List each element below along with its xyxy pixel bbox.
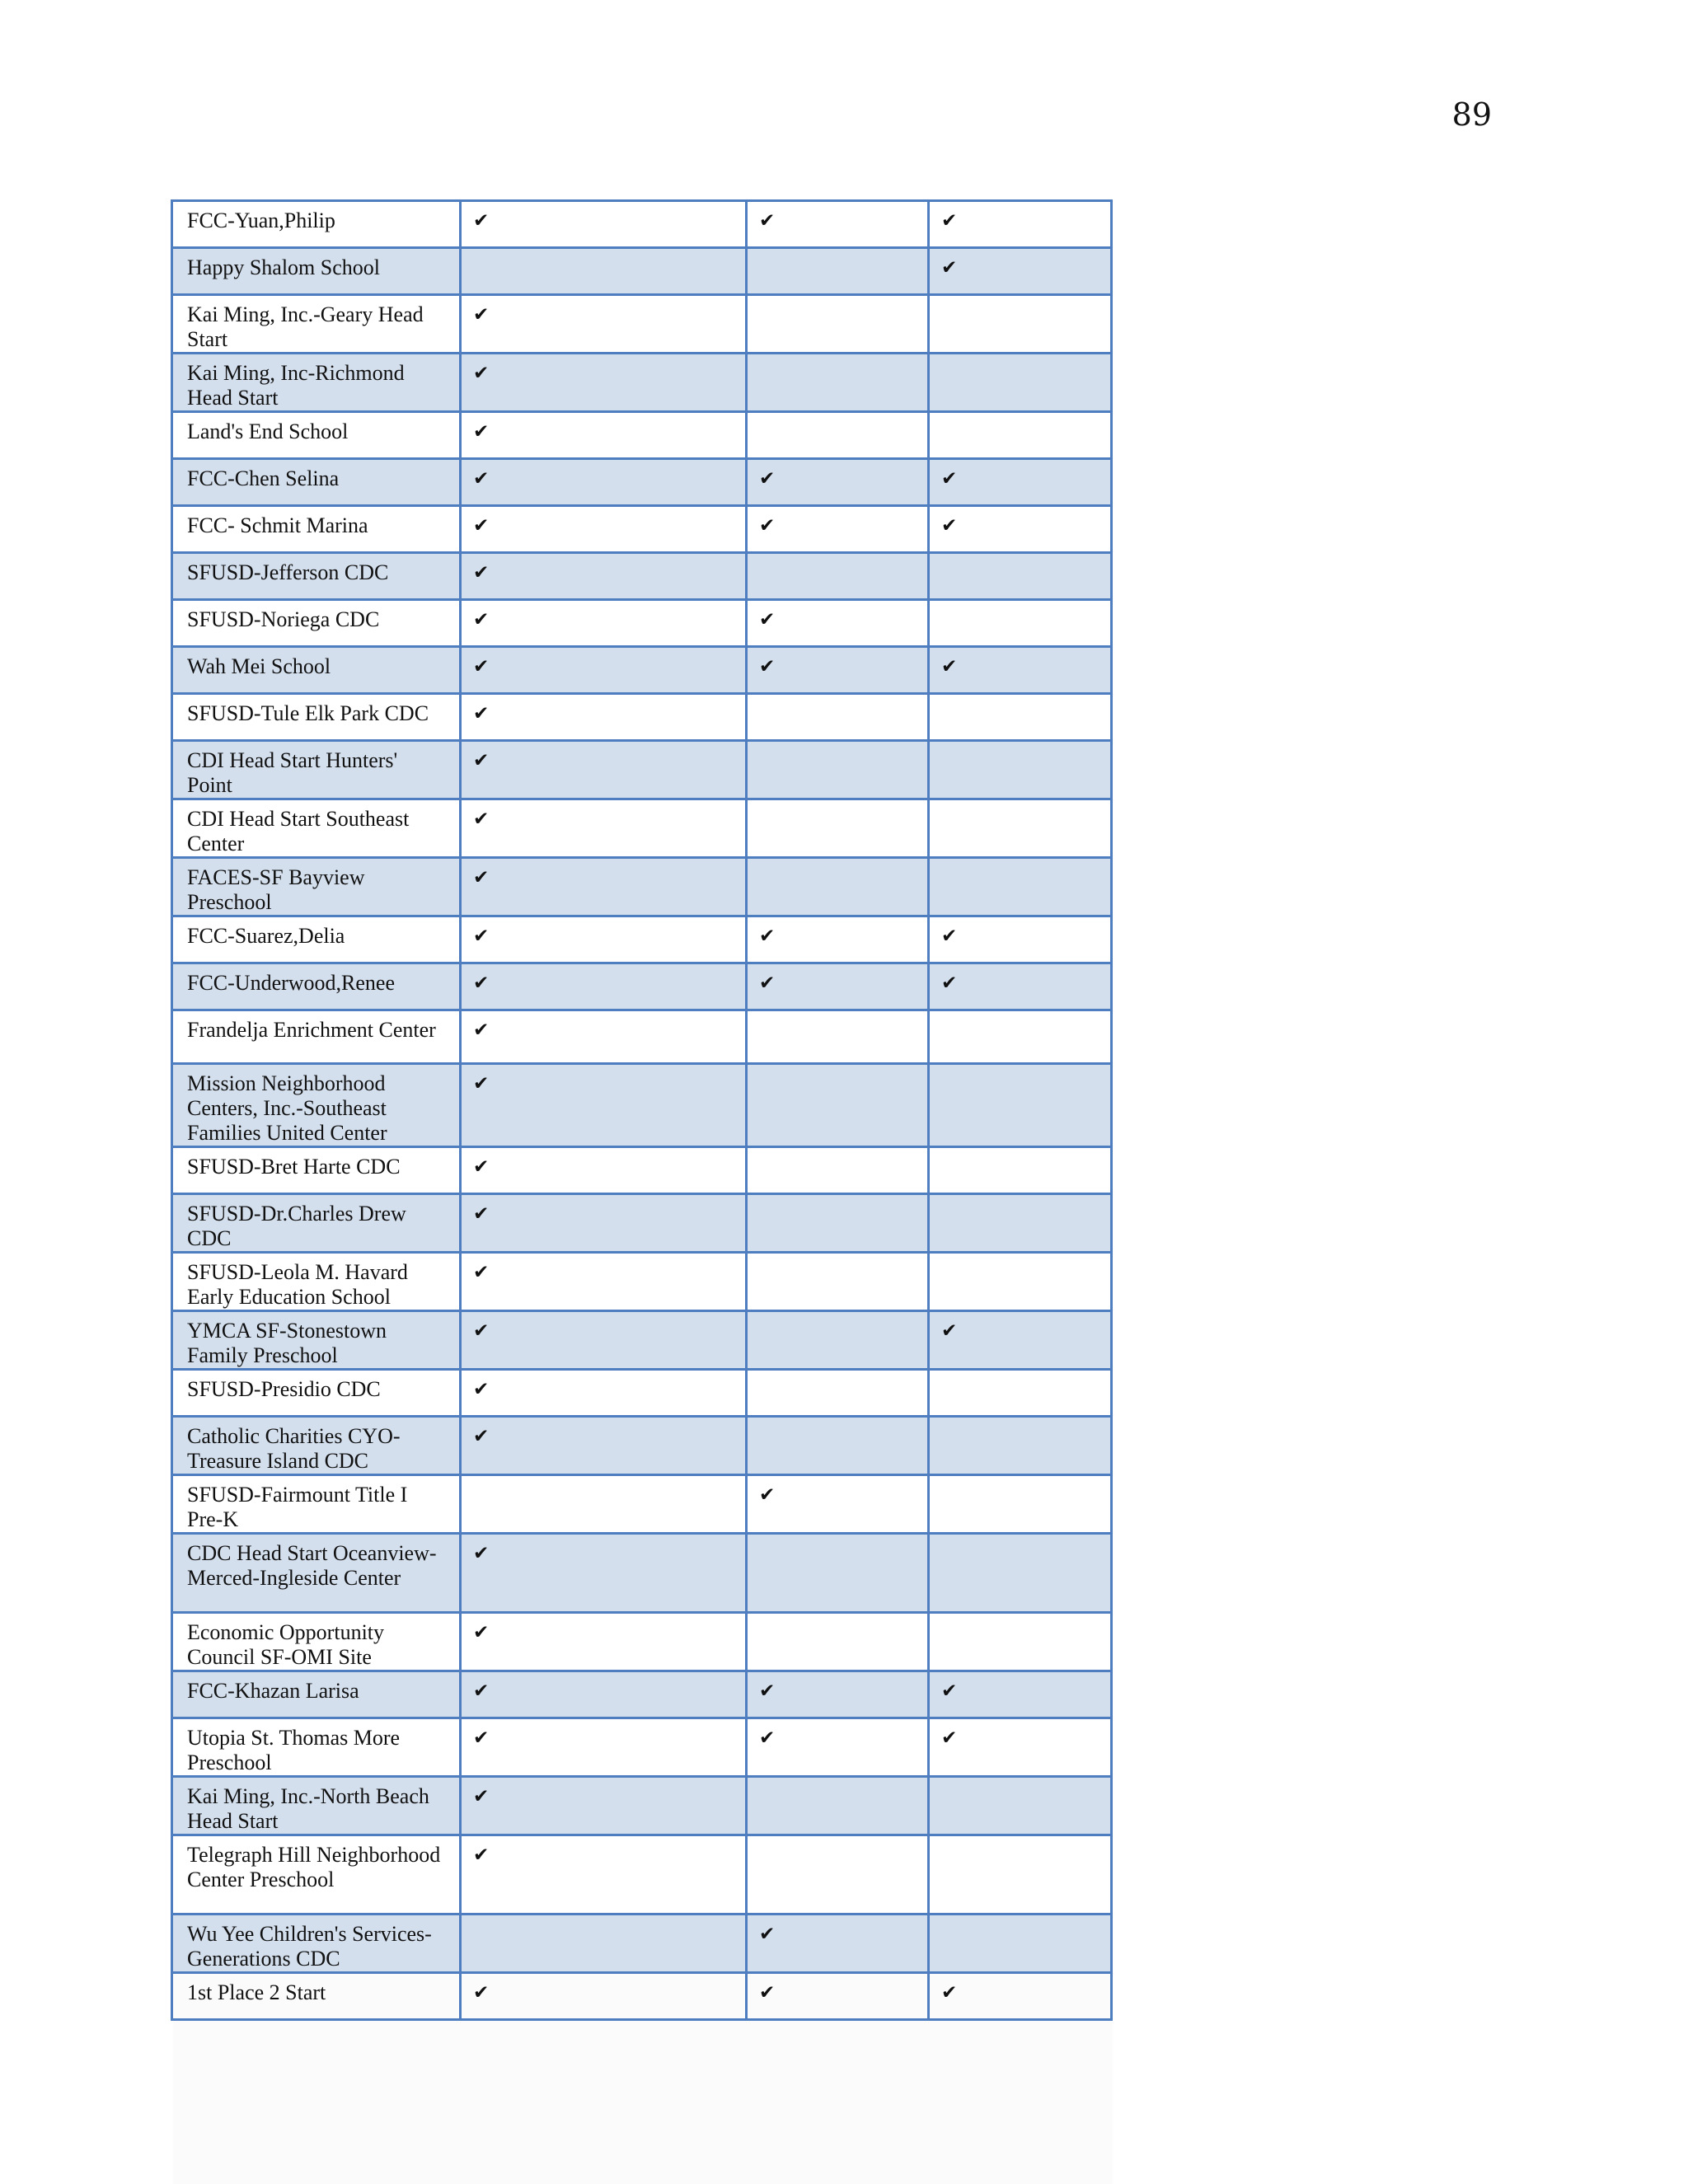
check-cell-col2 — [747, 295, 929, 354]
check-cell-col1: ✔ — [461, 354, 747, 412]
table-row — [172, 1718, 1112, 1777]
check-cell-col3 — [929, 600, 1112, 647]
check-cell-col3 — [929, 1534, 1112, 1613]
table-row — [172, 741, 1112, 799]
check-cell-col3: ✔ — [929, 459, 1112, 506]
check-cell-col3 — [929, 1147, 1112, 1194]
table-row — [172, 1835, 1112, 1915]
page-number: 89 — [1451, 96, 1492, 133]
site-name-cell: YMCA SF-Stonestown Family Preschool — [172, 1311, 461, 1370]
check-cell-col1: ✔ — [461, 1613, 747, 1671]
table-row — [172, 1777, 1112, 1835]
table-row — [172, 1534, 1112, 1613]
site-name-cell: SFUSD-Fairmount Title I Pre-K — [172, 1475, 461, 1534]
check-cell-col2 — [747, 741, 929, 799]
check-cell-col3 — [929, 295, 1112, 354]
table-row — [172, 1253, 1112, 1311]
check-cell-col2: ✔ — [747, 1671, 929, 1718]
check-cell-col2 — [747, 1194, 929, 1253]
check-cell-col1: ✔ — [461, 553, 747, 600]
check-cell-col2: ✔ — [747, 1915, 929, 1973]
check-cell-col2: ✔ — [747, 1718, 929, 1777]
check-cell-col1: ✔ — [461, 916, 747, 963]
check-cell-col1: ✔ — [461, 1973, 747, 2020]
check-cell-col1: ✔ — [461, 1835, 747, 1915]
check-cell-col3 — [929, 412, 1112, 459]
check-cell-col2 — [747, 1835, 929, 1915]
check-cell-col2 — [747, 694, 929, 741]
check-cell-col1: ✔ — [461, 1147, 747, 1194]
check-cell-col3 — [929, 1010, 1112, 1064]
check-cell-col2 — [747, 1147, 929, 1194]
check-cell-col3: ✔ — [929, 1671, 1112, 1718]
table-row — [172, 1973, 1112, 2020]
check-cell-col2 — [747, 858, 929, 916]
check-cell-col3: ✔ — [929, 1311, 1112, 1370]
check-cell-col3: ✔ — [929, 916, 1112, 963]
check-cell-col2 — [747, 248, 929, 295]
site-name-cell: CDI Head Start Hunters' Point — [172, 741, 461, 799]
check-cell-col1: ✔ — [461, 1311, 747, 1370]
check-cell-col2: ✔ — [747, 963, 929, 1010]
check-cell-col3 — [929, 1417, 1112, 1475]
check-cell-col1: ✔ — [461, 1370, 747, 1417]
table-row — [172, 694, 1112, 741]
check-cell-col1: ✔ — [461, 858, 747, 916]
check-cell-col2: ✔ — [747, 459, 929, 506]
site-name-cell: SFUSD-Noriega CDC — [172, 600, 461, 647]
site-name-cell: Happy Shalom School — [172, 248, 461, 295]
site-name-cell: FCC-Khazan Larisa — [172, 1671, 461, 1718]
check-cell-col2 — [747, 1417, 929, 1475]
site-name-cell: Kai Ming, Inc.-Geary Head Start — [172, 295, 461, 354]
check-cell-col3 — [929, 1777, 1112, 1835]
check-cell-col1: ✔ — [461, 741, 747, 799]
table-row — [172, 858, 1112, 916]
site-name-cell: Mission Neighborhood Centers, Inc.-Southeast Families United Center — [172, 1064, 461, 1147]
check-cell-col3 — [929, 1475, 1112, 1534]
check-cell-col1 — [461, 1915, 747, 1973]
table-row — [172, 1311, 1112, 1370]
check-cell-col1: ✔ — [461, 1534, 747, 1613]
check-cell-col2 — [747, 553, 929, 600]
site-name-cell: CDC Head Start Oceanview-Merced-Ingleside Center — [172, 1534, 461, 1613]
check-cell-col2 — [747, 1534, 929, 1613]
check-cell-col2: ✔ — [747, 1475, 929, 1534]
check-cell-col2: ✔ — [747, 600, 929, 647]
table-row — [172, 1417, 1112, 1475]
check-cell-col1: ✔ — [461, 295, 747, 354]
table-row — [172, 916, 1112, 963]
check-cell-col3: ✔ — [929, 963, 1112, 1010]
site-name-cell: CDI Head Start Southeast Center — [172, 799, 461, 858]
check-cell-col1: ✔ — [461, 506, 747, 553]
table-row — [172, 1915, 1112, 1973]
check-cell-col1: ✔ — [461, 799, 747, 858]
site-name-cell: Catholic Charities CYO-Treasure Island CDC — [172, 1417, 461, 1475]
check-cell-col3: ✔ — [929, 201, 1112, 248]
site-name-cell: Utopia St. Thomas More Preschool — [172, 1718, 461, 1777]
table-row — [172, 1194, 1112, 1253]
check-cell-col1: ✔ — [461, 459, 747, 506]
check-cell-col2: ✔ — [747, 647, 929, 694]
check-cell-col1: ✔ — [461, 412, 747, 459]
check-cell-col1: ✔ — [461, 1777, 747, 1835]
table-row — [172, 1147, 1112, 1194]
check-cell-col1: ✔ — [461, 1194, 747, 1253]
check-cell-col3 — [929, 694, 1112, 741]
site-name-cell: Wu Yee Children's Services-Generations CDC — [172, 1915, 461, 1973]
site-name-cell: FACES-SF Bayview Preschool — [172, 858, 461, 916]
check-cell-col3: ✔ — [929, 506, 1112, 553]
table-row — [172, 1671, 1112, 1718]
check-cell-col3: ✔ — [929, 1718, 1112, 1777]
site-name-cell: FCC-Suarez,Delia — [172, 916, 461, 963]
check-cell-col1: ✔ — [461, 694, 747, 741]
check-cell-col3 — [929, 1613, 1112, 1671]
table-row — [172, 600, 1112, 647]
check-cell-col3 — [929, 1835, 1112, 1915]
check-cell-col2 — [747, 1311, 929, 1370]
check-cell-col2 — [747, 1064, 929, 1147]
site-name-cell: Telegraph Hill Neighborhood Center Preschool — [172, 1835, 461, 1915]
check-cell-col2 — [747, 1370, 929, 1417]
check-cell-col2 — [747, 1777, 929, 1835]
check-cell-col1 — [461, 248, 747, 295]
table-row — [172, 1613, 1112, 1671]
check-cell-col1: ✔ — [461, 647, 747, 694]
table-row — [172, 799, 1112, 858]
check-cell-col1: ✔ — [461, 600, 747, 647]
site-name-cell: 1st Place 2 Start — [172, 1973, 461, 2020]
sites-table-body — [172, 201, 1112, 2020]
check-cell-col1: ✔ — [461, 1671, 747, 1718]
check-cell-col3 — [929, 1194, 1112, 1253]
check-cell-col3 — [929, 1253, 1112, 1311]
check-cell-col3 — [929, 741, 1112, 799]
check-cell-col1: ✔ — [461, 1064, 747, 1147]
check-cell-col2 — [747, 799, 929, 858]
table-row — [172, 506, 1112, 553]
site-name-cell: Frandelja Enrichment Center — [172, 1010, 461, 1064]
check-cell-col3 — [929, 1064, 1112, 1147]
table-row — [172, 295, 1112, 354]
site-name-cell: FCC-Chen Selina — [172, 459, 461, 506]
check-cell-col3: ✔ — [929, 248, 1112, 295]
check-cell-col3: ✔ — [929, 1973, 1112, 2020]
check-cell-col2 — [747, 354, 929, 412]
site-name-cell: FCC-Underwood,Renee — [172, 963, 461, 1010]
check-cell-col1: ✔ — [461, 1417, 747, 1475]
check-cell-col2 — [747, 1613, 929, 1671]
check-cell-col1: ✔ — [461, 1718, 747, 1777]
check-cell-col2 — [747, 412, 929, 459]
site-name-cell: SFUSD-Jefferson CDC — [172, 553, 461, 600]
table-row — [172, 412, 1112, 459]
check-cell-col1 — [461, 1475, 747, 1534]
table-row — [172, 647, 1112, 694]
check-cell-col3 — [929, 553, 1112, 600]
site-name-cell: Kai Ming, Inc.-North Beach Head Start — [172, 1777, 461, 1835]
check-cell-col2: ✔ — [747, 201, 929, 248]
site-name-cell: Land's End School — [172, 412, 461, 459]
site-name-cell: SFUSD-Tule Elk Park CDC — [172, 694, 461, 741]
check-cell-col1: ✔ — [461, 201, 747, 248]
table-row — [172, 1475, 1112, 1534]
table-row — [172, 1010, 1112, 1064]
check-cell-col3 — [929, 858, 1112, 916]
check-cell-col2: ✔ — [747, 1973, 929, 2020]
sites-table — [171, 199, 1113, 2021]
table-row — [172, 1064, 1112, 1147]
check-cell-col3: ✔ — [929, 647, 1112, 694]
site-name-cell: SFUSD-Leola M. Havard Early Education School — [172, 1253, 461, 1311]
site-name-cell: Wah Mei School — [172, 647, 461, 694]
table-row — [172, 459, 1112, 506]
check-cell-col1: ✔ — [461, 1253, 747, 1311]
site-name-cell: Kai Ming, Inc-Richmond Head Start — [172, 354, 461, 412]
check-cell-col2: ✔ — [747, 916, 929, 963]
site-name-cell: SFUSD-Bret Harte CDC — [172, 1147, 461, 1194]
site-name-cell: SFUSD-Presidio CDC — [172, 1370, 461, 1417]
check-cell-col2 — [747, 1253, 929, 1311]
check-cell-col1: ✔ — [461, 1010, 747, 1064]
check-cell-col2: ✔ — [747, 506, 929, 553]
check-cell-col3 — [929, 1370, 1112, 1417]
table-row — [172, 354, 1112, 412]
table-row — [172, 201, 1112, 248]
table-row — [172, 1370, 1112, 1417]
site-name-cell: FCC-Yuan,Philip — [172, 201, 461, 248]
check-cell-col3 — [929, 354, 1112, 412]
check-cell-col2 — [747, 1010, 929, 1064]
table-row — [172, 248, 1112, 295]
site-name-cell: Economic Opportunity Council SF-OMI Site — [172, 1613, 461, 1671]
table-row — [172, 553, 1112, 600]
check-cell-col3 — [929, 1915, 1112, 1973]
check-cell-col1: ✔ — [461, 963, 747, 1010]
check-cell-col3 — [929, 799, 1112, 858]
site-name-cell: SFUSD-Dr.Charles Drew CDC — [172, 1194, 461, 1253]
site-name-cell: FCC- Schmit Marina — [172, 506, 461, 553]
table-row — [172, 963, 1112, 1010]
